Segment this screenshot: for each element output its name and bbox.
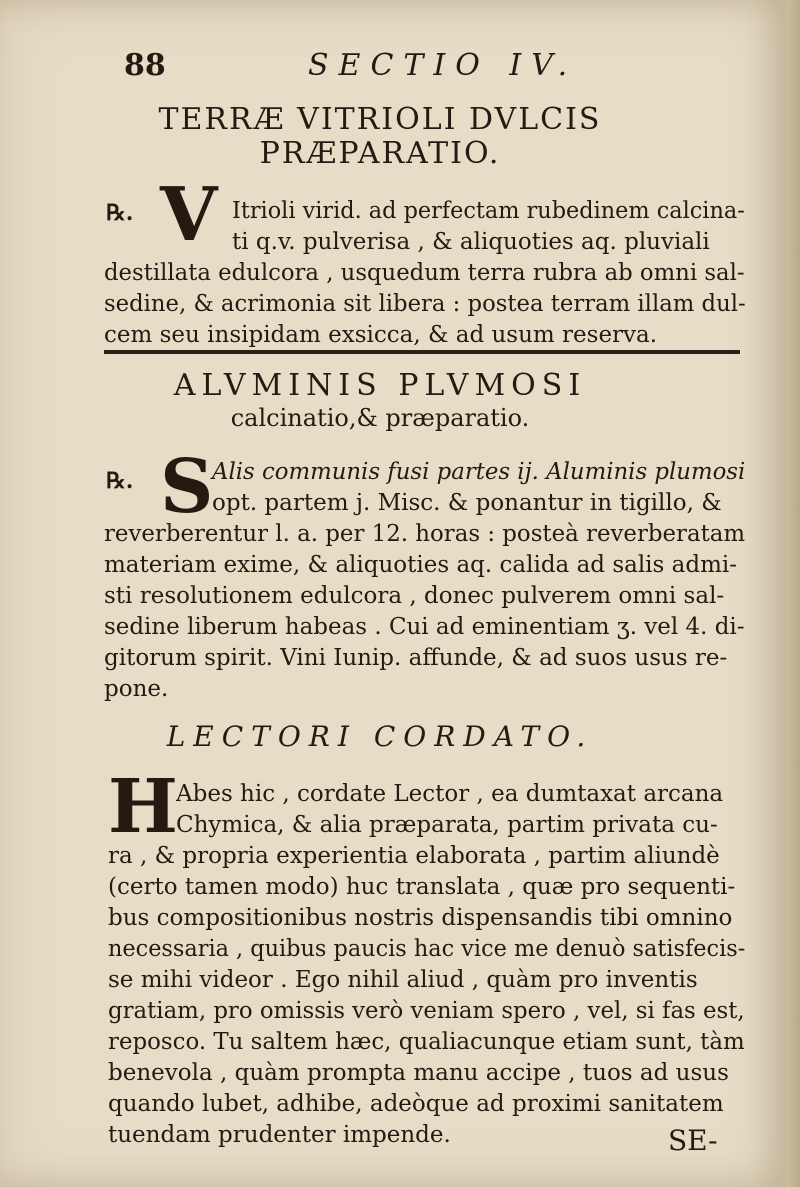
- section2-title-line2: calcinatio,& præparatio.: [230, 404, 530, 432]
- dropcap: H: [108, 764, 178, 850]
- text-line: reposco. Tu saltem hæc, qualiacunque etiam sunt, tàm: [108, 1029, 745, 1055]
- section2-title-line1: ALVMINIS PLVMOSI: [173, 368, 587, 403]
- text-line: necessaria , quibus paucis hac vice me denuò satisfecis-: [108, 936, 746, 962]
- page-number: 88: [124, 48, 166, 83]
- running-head: SECTIO IV.: [308, 48, 578, 83]
- text-line: benevola , quàm prompta manu accipe , tuos ad usus: [108, 1060, 729, 1086]
- section3-title: LECTORI CORDATO.: [166, 720, 594, 753]
- text-line: bus compositionibus nostris dispensandis tibi omnino: [108, 905, 733, 931]
- text-line: sedine, & acrimonia sit libera : postea terram illam dul-: [104, 291, 746, 317]
- text-line: cem seu insipidam exsicca, & ad usum reserva.: [104, 322, 658, 348]
- text-line: reverberentur l. a. per 12. horas : posteà reverberatam: [104, 521, 746, 547]
- text-line: pone.: [104, 676, 169, 702]
- text-line: tuendam prudenter impende.: [108, 1122, 451, 1148]
- section-divider: [104, 350, 740, 354]
- text-line: ra , & propria experientia elaborata , partim aliundè: [108, 843, 720, 869]
- text-line: sedine liberum habeas . Cui ad eminentiam ʒ. vel 4. di-: [104, 614, 745, 640]
- text-line: destillata edulcora , usquedum terra rubra ab omni sal-: [104, 260, 745, 286]
- text-line: Abes hic , cordate Lector , ea dumtaxat arcana: [176, 781, 724, 807]
- section1-title-line2: PRÆPARATIO.: [259, 136, 501, 171]
- dropcap: S: [160, 444, 214, 530]
- text-line: quando lubet, adhibe, adeòque ad proximi sanitatem: [108, 1091, 724, 1117]
- text-line: Itrioli virid. ad perfectam rubedinem calcina-: [232, 198, 745, 224]
- recipe-symbol: ℞.: [106, 468, 134, 494]
- catchword: SE-: [668, 1124, 718, 1157]
- text-line: sti resolutionem edulcora , donec pulverem omni sal-: [104, 583, 725, 609]
- dropcap: V: [160, 172, 218, 258]
- recipe-symbol: ℞.: [106, 200, 134, 226]
- text-line: opt. partem j. Misc. & ponantur in tigillo, &: [212, 490, 722, 516]
- section1-title-line1: TERRÆ VITRIOLI DVLCIS: [158, 102, 602, 137]
- text-line: Alis communis fusi partes ij. Aluminis plumosi: [212, 459, 746, 485]
- text-line: (certo tamen modo) huc translata , quæ pro sequenti-: [108, 874, 736, 900]
- text-line: gitorum spirit. Vini Iunip. affunde, & ad suos usus re-: [104, 645, 728, 671]
- text-line: Chymica, & alia præparata, partim privata cu-: [176, 812, 718, 838]
- page-edge: [786, 0, 800, 1187]
- page-header: [118, 48, 678, 88]
- text-line: materiam exime, & aliquoties aq. calida ad salis admi-: [104, 552, 738, 578]
- text-line: gratiam, pro omissis verò veniam spero , vel, si fas est,: [108, 998, 745, 1024]
- text-line: ti q.v. pulverisa , & aliquoties aq. pluviali: [232, 229, 710, 255]
- text-line: se mihi videor . Ego nihil aliud , quàm pro inventis: [108, 967, 698, 993]
